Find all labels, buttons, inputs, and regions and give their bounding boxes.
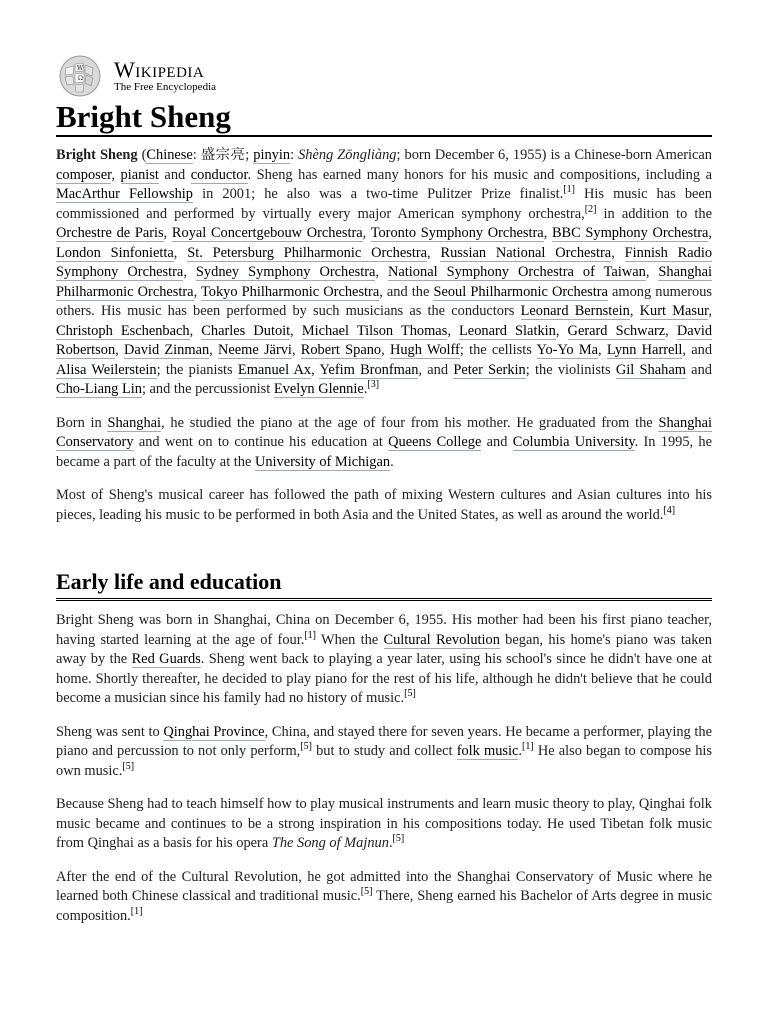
link-orchestra[interactable]: London Sinfonietta (56, 244, 174, 261)
link-pianist[interactable]: pianist (120, 166, 159, 183)
link-person[interactable]: Gerard Schwarz (567, 322, 666, 339)
link-columbia-university[interactable]: Columbia University (512, 434, 635, 450)
link-person[interactable]: Yo-Yo Ma (536, 342, 599, 358)
citation-ref[interactable]: [5] (392, 833, 405, 844)
link-person[interactable]: Emanuel Ax (237, 361, 312, 378)
intro-paragraph: Bright Sheng (Chinese: 盛宗亮; pinyin: Shèng Zōngliàng; born December 6, 1955) is a Chinese-born American composer, pianist and conductor. Sheng has earned many honors for his music and compositions, including a MacArthur Fellowship in 2001; he also was a two-time Pulitzer Prize finalist.[1] His music has been commissioned and performed by virtually every major American symphony orchestra,[2] in addition to the Orchestre de Paris, Royal Concertgebouw Orchestra, Toronto Symphony Orchestra, BBC Symphony Orchestra, London Sinfonietta, St. Petersburg Philharmonic Orchestra, Russian National Orchestra, Finnish Radio Symphony Orchestra, Sydney Symphony Orchestra, National Symphony Orchestra of Taiwan, Shanghai Philharmonic Orchestra, Tokyo Philharmonic Orchestra, and the Seoul Philharmonic Orchestra among numerous others. His music has been performed by such musicians as the conductors Leonard Bernstein, Kurt Masur, Christoph Eschenbach, Charles Dutoit, Michael Tilson Thomas, Leonard Slatkin, Gerard Schwarz, David Robertson, David Zinman, Neeme Järvi, Robert Spano, Hugh Wolff; the cellists Yo-Yo Ma, Lynn Harrell, and Alisa Weilerstein; the pianists Emanuel Ax, Yefim Bronfman, and Peter Serkin; the violinists Gil Shaham and Cho-Liang Lin; and the percussionist Evelyn Glennie.[3] (56, 147, 713, 397)
link-shanghai[interactable]: Shanghai (107, 414, 162, 431)
citation-ref[interactable]: [1] (130, 905, 143, 917)
citation-ref[interactable]: [5] (122, 760, 135, 772)
citation-ref[interactable]: [1] (304, 629, 316, 641)
link-orchestra[interactable]: National Symphony Orchestra of Taiwan (388, 264, 646, 280)
link-person[interactable]: Leonard Bernstein (520, 303, 630, 319)
link-folk-music[interactable]: folk music (456, 743, 519, 759)
brand-name[interactable]: Wikipedia (114, 57, 205, 82)
body-paragraph: Sheng was sent to Qinghai Province, China, and stayed there for seven years. He became a performer, playing the piano and percussion to not only perform,[5] but to study and collect folk music.[1] He also began to compose his own music.[5] (56, 723, 712, 779)
link-orchestra[interactable]: St. Petersburg Philharmonic Orchestra (187, 244, 428, 261)
body-paragraph: Because Sheng had to teach himself how to play musical instruments and learn music theory to play, Qinghai folk music became and continues to be a strong inspiration in his compositions today. He used Tibetan folk music from Qinghai as a basis for his opera The Song of Majnun.[5] (56, 796, 712, 851)
wikipedia-globe-icon[interactable] (56, 54, 104, 98)
link-person[interactable]: Gil Shaham (615, 361, 686, 378)
body-paragraph: Most of Sheng's musical career has followed the path of mixing Western cultures and Asian cultures into his pieces, leading his music to be performed in both Asia and the United States, as well as around the world.[4] (56, 487, 712, 523)
link-orchestra[interactable]: Tokyo Philharmonic Orchestra (201, 283, 380, 300)
link-queens-college[interactable]: Queens College (388, 434, 482, 450)
body-paragraph: Born in Shanghai, he studied the piano at the age of four from his mother. He graduated from the Shanghai Conservatory and went on to continue his education at Queens College and Columbia University. In 1995, he became a part of the faculty at the University of Michigan. (56, 414, 713, 470)
link-person[interactable]: Evelyn Glennie (273, 381, 364, 397)
brand (114, 59, 216, 93)
citation-ref[interactable]: [2] (584, 203, 597, 215)
link-orchestra[interactable]: Royal Concertgebouw Orchestra (171, 225, 363, 241)
link-shanghai-conservatory[interactable]: Shanghai Conservatory (56, 414, 712, 450)
link-person[interactable]: Kurt Masur (639, 303, 709, 319)
link-conductor[interactable]: conductor (190, 166, 248, 183)
link-person[interactable]: Charles Dutoit (201, 322, 291, 339)
link-cultural-revolution[interactable]: Cultural Revolution (383, 631, 500, 648)
site-header (56, 54, 712, 98)
brand-tagline: The Free Encyclopedia (114, 81, 217, 93)
opera-title: The Song of Majnun (271, 835, 389, 851)
link-orchestra[interactable]: Russian National Orchestra (440, 244, 612, 261)
subject-name: Bright Sheng (56, 147, 138, 163)
link-person[interactable]: Yefim Bronfman (319, 361, 419, 378)
link-person[interactable]: Lynn Harrell (606, 342, 683, 358)
link-composer[interactable]: composer (56, 166, 112, 183)
body-paragraph: Bright Sheng was born in Shanghai, China on December 6, 1955. His mother had been his first piano teacher, having started learning at the age of four.[1] When the Cultural Revolution began, his home's piano was taken away by the Red Guards. Sheng went back to playing a year later, using his school's since he didn't have one at home. Shortly thereafter, he decided to play piano for the rest of his life, although he didn't believe that he could become a musician since his family had no history of music.[5] (56, 612, 712, 706)
citation-ref[interactable]: [5] (300, 741, 312, 752)
link-person[interactable]: Christoph Eschenbach (56, 322, 190, 339)
link-chinese[interactable]: Chinese (146, 147, 193, 163)
link-person[interactable]: David Zinman (124, 342, 210, 358)
svg-text:Ω: Ω (78, 75, 83, 82)
citation-ref[interactable]: [3] (367, 379, 380, 390)
citation-ref[interactable]: [1] (522, 741, 534, 752)
link-person[interactable]: David Robertson (56, 322, 713, 358)
link-orchestra[interactable]: Toronto Symphony Orchestra (370, 225, 544, 241)
section-heading: Early life and education (56, 569, 712, 601)
page-title: Bright Sheng (56, 100, 712, 137)
citation-ref[interactable]: [5] (404, 688, 416, 699)
link-orchestra[interactable]: Orchestre de Paris (56, 225, 164, 241)
link-orchestra[interactable]: Sydney Symphony Orchestra (195, 264, 376, 280)
article-page (56, 0, 712, 926)
link-macarthur[interactable]: MacArthur Fellowship (56, 186, 193, 202)
body-paragraph: After the end of the Cultural Revolution, he got admitted into the Shanghai Conservatory of Music where he learned both Chinese classical and traditional music.[5] There, Sheng earned his Bachelor of Arts degree in music composition.[1] (56, 868, 712, 924)
link-person[interactable]: Peter Serkin (453, 361, 526, 378)
link-pinyin[interactable]: pinyin (253, 147, 291, 163)
citation-ref[interactable]: [1] (563, 184, 575, 195)
link-red-guards[interactable]: Red Guards (131, 651, 201, 667)
link-person[interactable]: Cho-Liang Lin (56, 381, 142, 397)
link-qinghai-province[interactable]: Qinghai Province (163, 723, 265, 740)
svg-text:W: W (77, 65, 84, 72)
link-orchestra[interactable]: Shanghai Philharmonic Orchestra (56, 264, 712, 300)
citation-ref[interactable]: [4] (663, 504, 676, 516)
link-university-of-michigan[interactable]: University of Michigan (254, 453, 391, 470)
link-person[interactable]: Neeme Järvi (217, 342, 292, 358)
citation-ref[interactable]: [5] (360, 886, 373, 897)
link-person[interactable]: Alisa Weilerstein (56, 361, 157, 378)
link-orchestra[interactable]: BBC Symphony Orchestra (551, 225, 709, 241)
link-orchestra[interactable]: Seoul Philharmonic Orchestra (433, 283, 608, 300)
link-person[interactable]: Hugh Wolff (389, 342, 460, 358)
link-person[interactable]: Michael Tilson Thomas (301, 322, 448, 339)
link-person[interactable]: Leonard Slatkin (459, 322, 556, 339)
link-orchestra[interactable]: Finnish Radio Symphony Orchestra (56, 244, 713, 280)
link-person[interactable]: Robert Spano (300, 342, 382, 358)
